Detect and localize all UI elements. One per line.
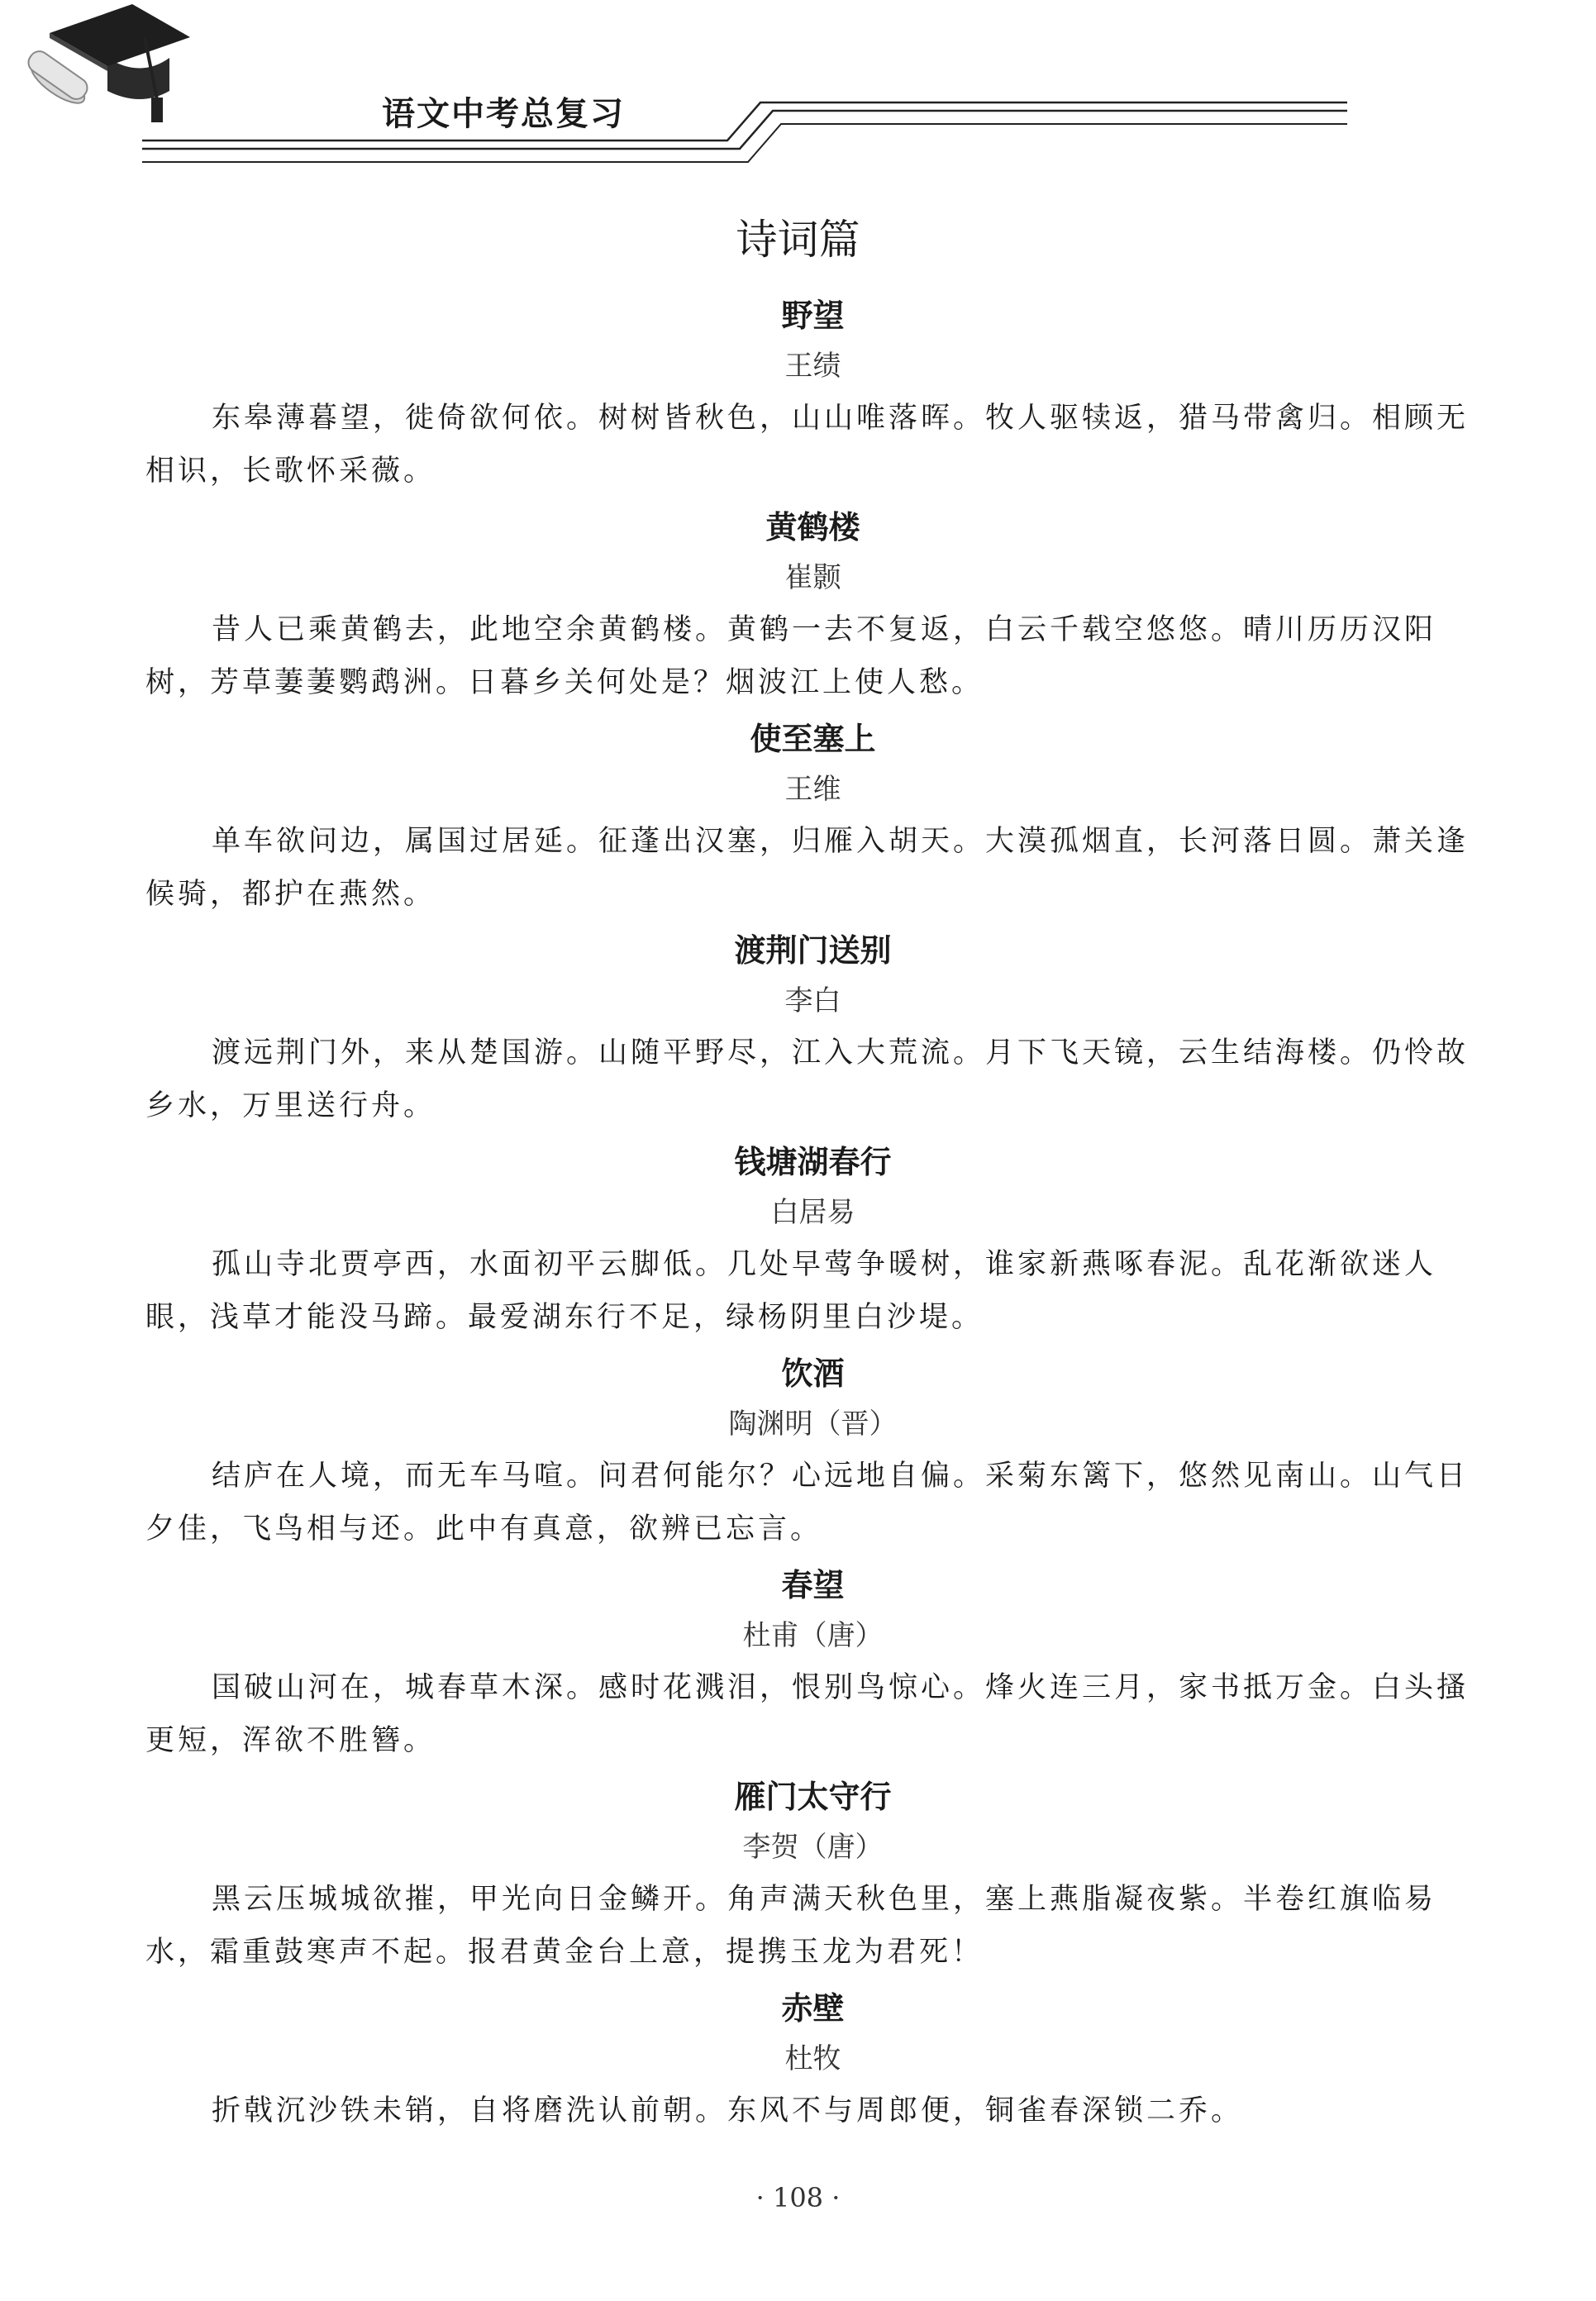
poem-text: 昔人已乘黄鹤去，此地空余黄鹤楼。黄鹤一去不复返，白云千载空悠悠。晴川历历汉阳树，芳草萋萋鹦鹉洲。日暮乡关何处是？烟波江上使人愁。 <box>145 613 1437 699</box>
poem-text: 孤山寺北贾亭西，水面初平云脚低。几处早莺争暖树，谁家新燕啄春泥。乱花渐欲迷人眼，浅草才能没马蹄。最爱湖东行不足，绿杨阴里白沙堤。 <box>145 1248 1437 1334</box>
header-rule-lines <box>0 0 1596 182</box>
poem-title: 渡荆门送别 <box>734 932 892 969</box>
poem-author: 白居易 <box>770 1196 855 1229</box>
poem-chunwang <box>145 1560 1480 1767</box>
poem-author: 崔颢 <box>784 561 841 594</box>
poem-title: 黄鹤楼 <box>765 509 860 545</box>
page-number: · 108 · <box>755 2182 841 2213</box>
poem-title: 使至塞上 <box>750 721 876 757</box>
page-header <box>0 0 1596 182</box>
poem-title: 雁门太守行 <box>734 1779 892 1815</box>
poem-title: 赤壁 <box>781 1990 845 2027</box>
poem-author: 陶渊明（晋） <box>728 1408 898 1441</box>
poem-dujingmensongbie <box>145 926 1480 1132</box>
poem-text: 渡远荆门外，来从楚国游。山随平野尽，江入大荒流。月下飞天镜，云生结海楼。仍怜故乡水，万里送行舟。 <box>145 1036 1470 1122</box>
poem-author: 杜牧 <box>784 2042 841 2075</box>
graduation-cap-icon <box>0 0 190 132</box>
poem-author: 杜甫（唐） <box>742 1619 884 1652</box>
poem-author: 李白 <box>784 984 841 1017</box>
poem-huanghelou <box>145 503 1480 709</box>
poem-list <box>145 291 1480 2142</box>
poem-title: 饮酒 <box>781 1355 845 1392</box>
poem-author: 李贺（唐） <box>742 1831 884 1864</box>
poem-yanmentaishouxing <box>145 1772 1480 1979</box>
poem-author: 王维 <box>784 773 841 806</box>
poem-text: 国破山河在，城春草木深。感时花溅泪，恨别鸟惊心。烽火连三月，家书抵万金。白头搔更短，浑欲不胜簪。 <box>145 1671 1470 1757</box>
poem-text: 黑云压城城欲摧，甲光向日金鳞开。角声满天秋色里，塞上燕脂凝夜紫。半卷红旗临易水，霜重鼓寒声不起。报君黄金台上意，提携玉龙为君死！ <box>145 1883 1437 1969</box>
book-title: 语文中考总复习 <box>382 94 625 133</box>
poem-yinjiu <box>145 1349 1480 1555</box>
poem-yewang <box>145 291 1480 498</box>
poem-title: 春望 <box>781 1567 845 1603</box>
poem-chibi <box>145 1984 1480 2137</box>
poem-title: 野望 <box>781 298 845 334</box>
poem-text: 单车欲问边，属国过居延。征蓬出汉塞，归雁入胡天。大漠孤烟直，长河落日圆。萧关逢候骑，都护在燕然。 <box>145 825 1470 911</box>
section-title: 诗词篇 <box>736 216 860 264</box>
poem-text: 折戟沉沙铁未销，自将磨洗认前朝。东风不与周郎便，铜雀春深锁二乔。 <box>212 2094 1244 2127</box>
poem-text: 东皋薄暮望，徙倚欲何依。树树皆秋色，山山唯落晖。牧人驱犊返，猎马带禽归。相顾无相识，长歌怀采薇。 <box>145 402 1470 488</box>
poem-author: 王绩 <box>784 350 841 383</box>
poem-shizhisaishang <box>145 714 1480 921</box>
poem-title: 钱塘湖春行 <box>734 1144 892 1180</box>
poem-text: 结庐在人境，而无车马喧。问君何能尔？心远地自偏。采菊东篱下，悠然见南山。山气日夕佳，飞鸟相与还。此中有真意，欲辨已忘言。 <box>145 1460 1470 1546</box>
poem-qiantanghuchunxing <box>145 1137 1480 1344</box>
